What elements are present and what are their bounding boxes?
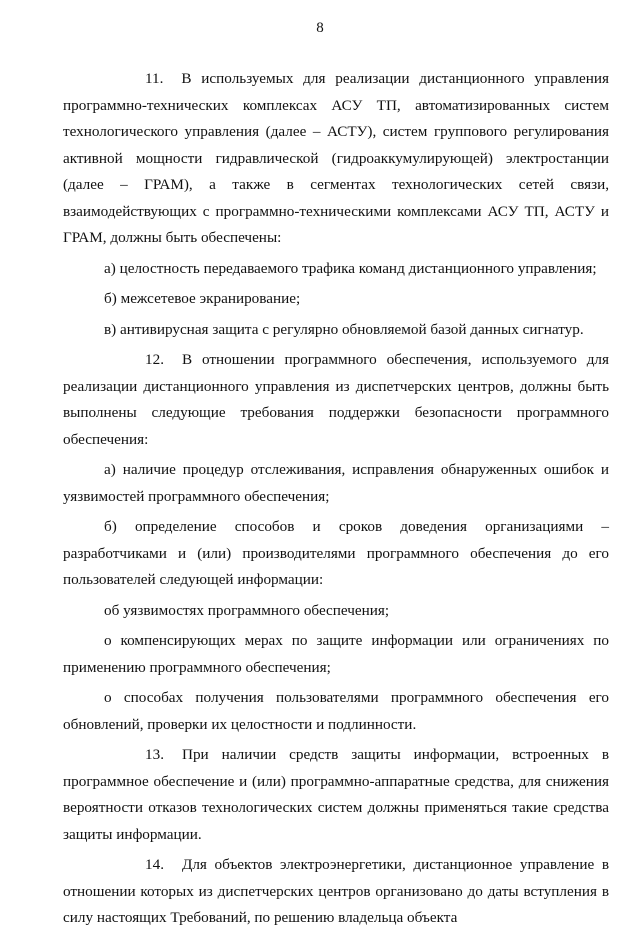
page-number: 8	[316, 20, 324, 36]
paragraph-text: При наличии средств защиты информации, встроенных в программное обеспечение и (или) программно-аппаратные средства, для снижения вероятности отказов технологических систем должны применяться такие средства защиты информации.	[63, 746, 609, 843]
list-item-a: а) целостность передаваемого трафика команд дистанционного управления;	[104, 259, 597, 277]
paragraph-text: Для объектов электроэнергетики, дистанционное управление в отношении которых из диспетчерских центров организовано до даты вступления в силу настоящих Требований, по решению владельца объекта	[63, 856, 609, 926]
list-item-a: а) наличие процедур отслеживания, исправления обнаруженных ошибок и уязвимостей программного обеспечения;	[63, 461, 609, 505]
paragraph-number: 12.	[145, 351, 164, 368]
paragraph-number: 14.	[145, 856, 164, 873]
paragraph-13	[63, 742, 609, 848]
sub-item-vulnerabilities: об уязвимостях программного обеспечения;	[104, 601, 390, 619]
list-item-v: в) антивирусная защита с регулярно обновляемой базой данных сигнатур.	[104, 320, 584, 338]
list-item-b: б) межсетевое экранирование;	[104, 290, 301, 307]
paragraph-text: В используемых для реализации дистанционного управления программно-технических комплексах АСУ ТП, автоматизированных систем технологического управления (далее – АСТУ), систем группового регулирования активной мощности гидравлической (гидроаккумулирующей) электростанции (далее – ГРАМ), а также в сегментах технологических сетей связи, взаимодействующих с программно-техническими комплексами АСУ ТП, АСТУ и ГРАМ, должны быть обеспечены:	[63, 70, 609, 246]
paragraph-text: В отношении программного обеспечения, используемого для реализации дистанционного управления из диспетчерских центров, должны быть выполнены следующие требования поддержки безопасности программного обеспечения:	[63, 351, 609, 448]
document-body	[63, 66, 609, 932]
list-item-b: б) определение способов и сроков доведения организациями – разработчиками и (или) производителями программного обеспечения до его пользователей следующей информации:	[63, 518, 609, 588]
paragraph-number: 11.	[145, 70, 164, 87]
paragraph-12	[63, 347, 609, 453]
sub-item-updates: о способах получения пользователями программного обеспечения его обновлений, проверки их целостности и подлинности.	[63, 689, 609, 733]
sub-item-compensating-measures: о компенсирующих мерах по защите информации или ограничениях по применению программного обеспечения;	[63, 632, 609, 676]
paragraph-11	[63, 66, 609, 252]
paragraph-number: 13.	[145, 746, 164, 763]
